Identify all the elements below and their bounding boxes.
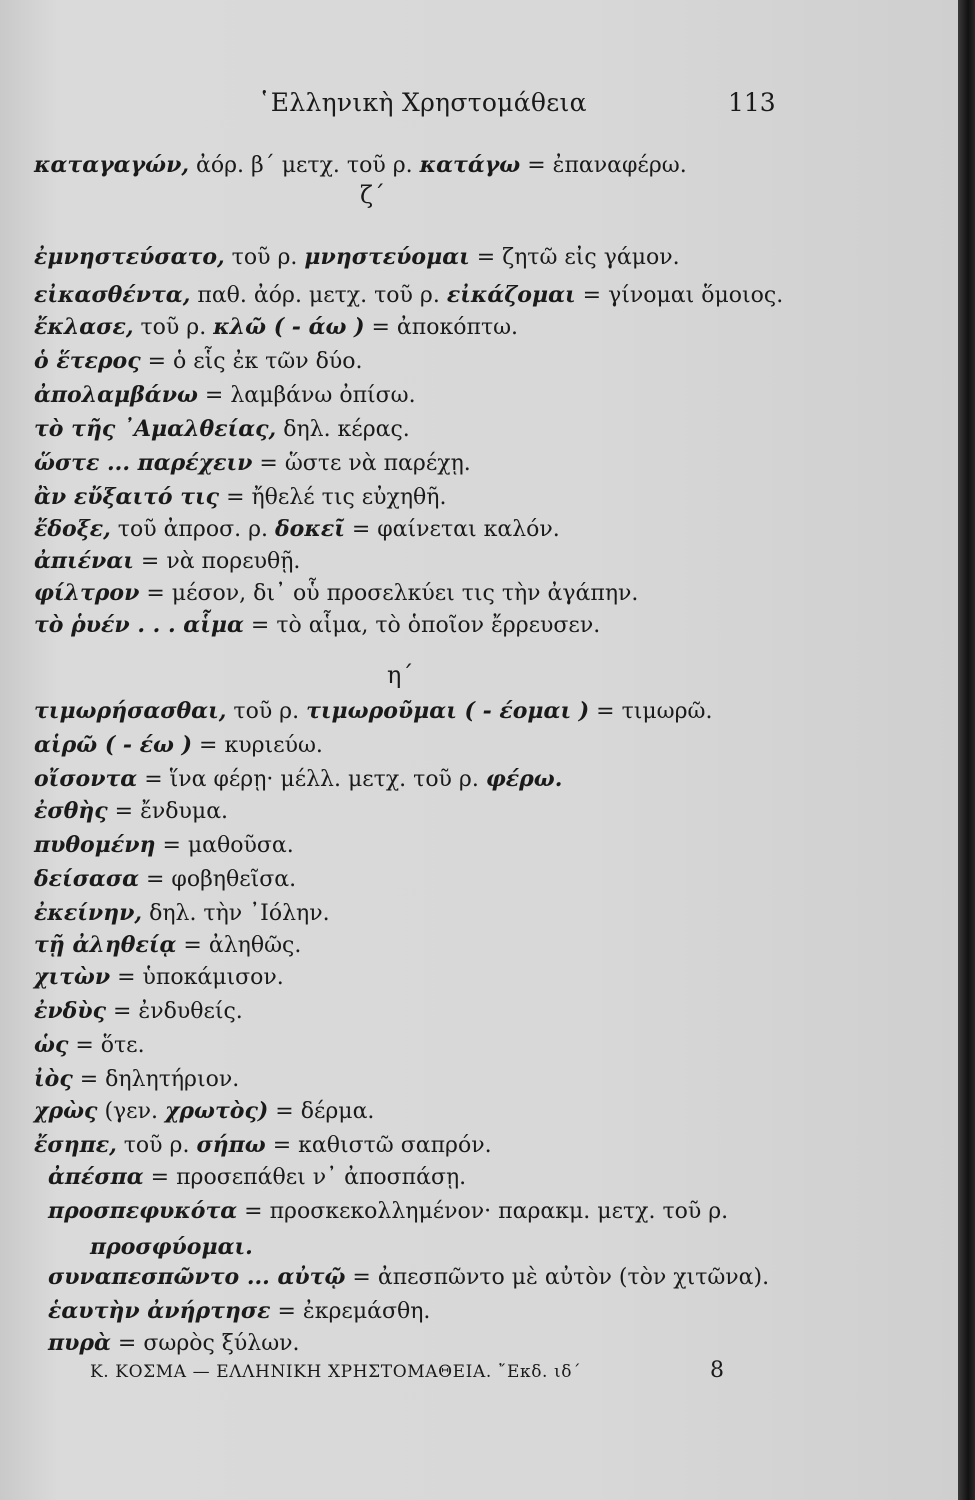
- headword: ἔδοξε,: [34, 516, 111, 542]
- section-letter: ζ΄: [360, 181, 386, 209]
- running-title: ῾Ελληνικὴ Χρηστομάθεια: [258, 88, 587, 117]
- glossary-entry: [34, 930, 301, 961]
- headword: φέρω.: [485, 766, 563, 792]
- headword: ἐσθὴς: [34, 798, 108, 824]
- glossary-entry: [34, 996, 243, 1027]
- headword: τὸ ῥυέν . . . αἷμα: [34, 612, 244, 638]
- headword: τιμωροῦμαι ( - έομαι ): [306, 698, 590, 724]
- glossary-entry: [48, 1296, 430, 1327]
- definition: (γεν.: [97, 1099, 165, 1124]
- glossary-entry: [34, 730, 323, 761]
- definition: = νὰ πορευθῇ.: [133, 549, 301, 574]
- definition: = μέσον, δι᾿ οὗ προσελκύει τις τὴν ἀγάπην.: [139, 581, 639, 606]
- headword: ὥστε ... παρέχειν: [34, 450, 253, 476]
- running-header: [0, 88, 958, 124]
- definition: = ὅτε.: [68, 1033, 145, 1058]
- headword: πυρὰ: [48, 1330, 111, 1356]
- glossary-entry: [34, 830, 294, 861]
- headword: χρωτὸς): [164, 1098, 269, 1124]
- glossary-entry: [34, 578, 638, 609]
- definition: ἀόρ. β΄ μετχ. τοῦ ρ.: [189, 153, 420, 178]
- glossary-entry: [34, 696, 713, 727]
- glossary-entry: [34, 482, 446, 513]
- glossary-entry: [48, 1196, 728, 1227]
- definition: = ἀπεσπῶντο μὲ αὐτὸν (τὸν χιτῶνα).: [345, 1265, 770, 1290]
- glossary-entry: [34, 962, 284, 993]
- headword: ἑαυτὴν ἀνήρτησε: [48, 1298, 271, 1324]
- definition: = σωρὸς ξύλων.: [110, 1331, 300, 1356]
- book-edge-shadow: [958, 0, 975, 1500]
- glossary-entry: [34, 864, 296, 895]
- headword: κλῶ ( - άω ): [213, 314, 365, 340]
- glossary-entry: [34, 796, 228, 827]
- glossary-entry: [34, 414, 410, 445]
- definition: = ἤθελέ τις εὐχηθῆ.: [219, 485, 447, 510]
- glossary-entry: [34, 610, 600, 641]
- definition: = ὁ εἷς ἐκ τῶν δύο.: [140, 349, 363, 374]
- page-number: 113: [728, 88, 776, 117]
- definition: τοῦ ρ.: [133, 315, 214, 340]
- definition: = ὑποκάμισον.: [110, 965, 284, 990]
- definition: δηλ. τὴν ᾿Ιόλην.: [142, 901, 330, 926]
- headword: ἐκείνην,: [34, 900, 143, 926]
- headword: ἔκλασε,: [34, 314, 134, 340]
- headword: προσφύομαι.: [90, 1234, 253, 1260]
- definition: = ἀποκόπτω.: [364, 315, 519, 340]
- definition: τοῦ ρ.: [226, 699, 307, 724]
- headword: σήπω: [196, 1132, 266, 1158]
- headword: χρὼς: [34, 1098, 98, 1124]
- definition: = δηλητήριον.: [72, 1067, 240, 1092]
- definition: = ἵνα φέρῃ· μέλλ. μετχ. τοῦ ρ.: [137, 767, 486, 792]
- glossary-entry: [34, 346, 362, 377]
- headword: τῇ ἀληθείᾳ: [34, 932, 177, 958]
- glossary-entry: [48, 1162, 466, 1193]
- headword: δοκεῖ: [275, 516, 345, 542]
- headword: ἔσηπε,: [34, 1132, 117, 1158]
- headword: τιμωρήσασθαι,: [34, 698, 227, 724]
- footer-imprint: Κ. ΚΟΣΜΑ — ΕΛΛΗΝΙΚΗ ΧΡΗΣΤΟΜΑΘΕΙΑ. ῎Εκδ. ιδ΄: [90, 1362, 582, 1382]
- definition: = φαίνεται καλόν.: [344, 517, 560, 542]
- glossary-entry: [48, 1328, 300, 1359]
- headword: ὁ ἕτερος: [34, 348, 141, 374]
- definition: = ἔνδυμα.: [107, 799, 229, 824]
- definition: τοῦ ρ.: [224, 245, 305, 270]
- definition: = προσκεκολλημένον· παρακμ. μετχ. τοῦ ρ.: [237, 1199, 729, 1224]
- glossary-entry: [34, 546, 300, 577]
- headword: πυθομένη: [34, 832, 156, 858]
- glossary-entry: [34, 1130, 492, 1161]
- signature-number: 8: [710, 1358, 724, 1383]
- glossary-entry: [34, 898, 330, 929]
- headword: κατάγω: [419, 152, 521, 178]
- definition: = γίνομαι ὅμοιος.: [575, 283, 784, 308]
- definition: = ὥστε νὰ παρέχῃ.: [252, 451, 471, 476]
- definition: τοῦ ἀπροσ. ρ.: [110, 517, 275, 542]
- headword: οἴσοντα: [34, 766, 138, 792]
- headword: μνηστεύομαι: [304, 244, 470, 270]
- headword: δείσασα: [34, 866, 139, 892]
- headword: ἐνδὺς: [34, 998, 106, 1024]
- glossary-entry: [34, 312, 518, 343]
- glossary-entry: [34, 1030, 145, 1061]
- glossary-entry: [48, 1262, 769, 1293]
- definition: = τὸ αἷμα, τὸ ὁποῖον ἔρρευσεν.: [243, 613, 601, 638]
- headword: εἰκάζομαι: [446, 282, 576, 308]
- definition: δηλ. κέρας.: [276, 417, 410, 442]
- headword: καταγαγών,: [34, 152, 189, 178]
- glossary-entry: [34, 764, 562, 795]
- headword: τὸ τῆς ᾿Αμαλθείας,: [34, 416, 277, 442]
- headword: φίλτρον: [34, 580, 140, 606]
- definition: = ἐπαναφέρω.: [520, 153, 687, 178]
- glossary-entry: [90, 1232, 253, 1263]
- glossary-entry: [34, 448, 471, 479]
- definition: = ἀληθῶς.: [176, 933, 302, 958]
- glossary-entry: [34, 1096, 374, 1127]
- headword: ὡς: [34, 1032, 69, 1058]
- definition: = δέρμα.: [268, 1099, 375, 1124]
- glossary-entry: [34, 150, 687, 181]
- definition: = ζητῶ εἰς γάμον.: [469, 245, 680, 270]
- definition: = ἐκρεμάσθη.: [270, 1299, 431, 1324]
- headword: ἀπιέναι: [34, 548, 134, 574]
- glossary-entry: [34, 242, 680, 273]
- glossary-entry: [34, 514, 560, 545]
- headword: ἀπολαμβάνω: [34, 382, 198, 408]
- glossary-entry: [34, 380, 416, 411]
- definition: = καθιστῶ σαπρόν.: [265, 1133, 492, 1158]
- definition: = ἐνδυθείς.: [105, 999, 243, 1024]
- definition: = κυριεύω.: [192, 733, 323, 758]
- headword: ἂν εὔξαιτό τις: [34, 484, 220, 510]
- headword: εἰκασθέντα,: [34, 282, 191, 308]
- headword: ἐμνηστεύσατο,: [34, 244, 225, 270]
- definition: τοῦ ρ.: [116, 1133, 197, 1158]
- definition: = μαθοῦσα.: [155, 833, 294, 858]
- section-heading: [387, 660, 413, 690]
- headword: συναπεσπῶντο ... αὐτῷ: [48, 1264, 346, 1290]
- definition: = φοβηθεῖσα.: [139, 867, 297, 892]
- definition: = λαμβάνω ὀπίσω.: [197, 383, 416, 408]
- headword: χιτὼν: [34, 964, 111, 990]
- definition: = προσεπάθει ν᾿ ἀποσπάσῃ.: [143, 1165, 467, 1190]
- page-footer: [90, 1358, 790, 1392]
- glossary-entry: [34, 280, 783, 311]
- glossary-entry: [34, 1064, 239, 1095]
- definition: παθ. ἀόρ. μετχ. τοῦ ρ.: [190, 283, 447, 308]
- section-letter: η΄: [387, 661, 414, 689]
- headword: ἀπέσπα: [48, 1164, 144, 1190]
- headword: αἱρῶ ( - έω ): [34, 732, 193, 758]
- definition: = τιμωρῶ.: [589, 699, 713, 724]
- headword: ἰὸς: [34, 1066, 73, 1092]
- headword: προσπεφυκότα: [48, 1198, 238, 1224]
- section-heading: [360, 180, 385, 210]
